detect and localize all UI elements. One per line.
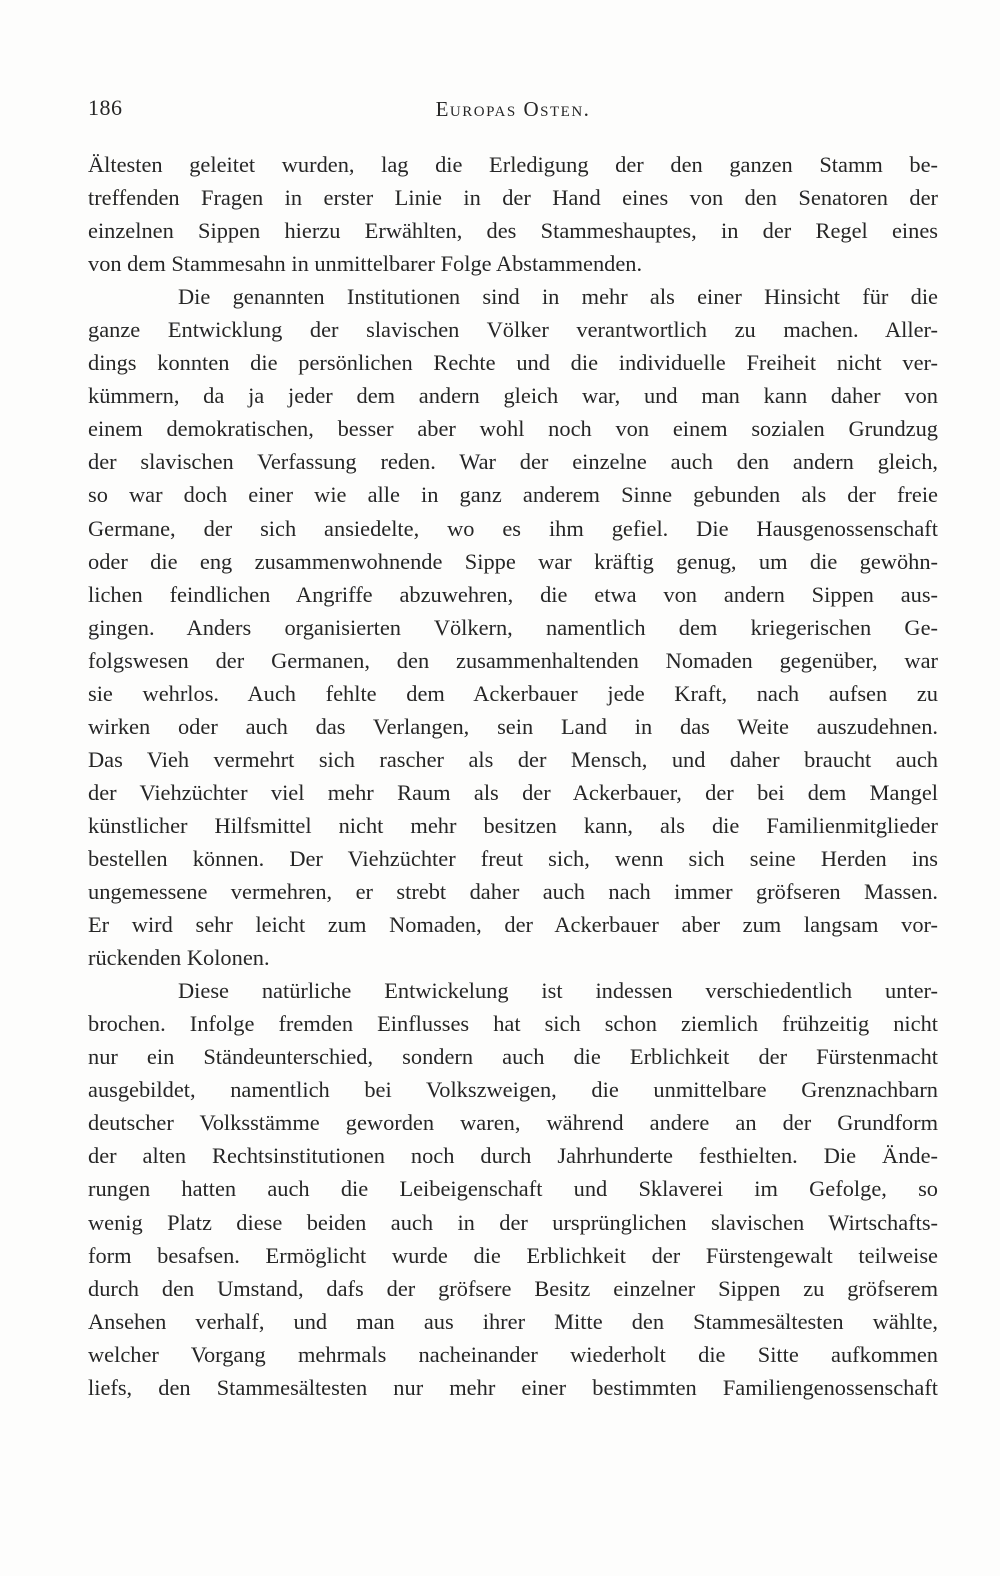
text-line: Das Vieh vermehrt sich rascher als der Mensch, und daher braucht auch bbox=[88, 746, 938, 772]
text-line: folgswesen der Germanen, den zusammenhaltenden Nomaden gegenüber, war bbox=[88, 647, 938, 673]
text-line: ganze Entwicklung der slavischen Völker verantwortlich zu machen. Aller- bbox=[88, 317, 938, 343]
text-line: Die genannten Institutionen sind in mehr als einer Hinsicht für die bbox=[178, 284, 938, 310]
text-line: deutscher Volksstämme geworden waren, während andere an der Grundform bbox=[88, 1110, 938, 1136]
page-header bbox=[88, 95, 938, 129]
text-line: Ältesten geleitet wurden, lag die Erledigung der den ganzen Stamm be- bbox=[88, 152, 938, 177]
text-line: dings konnten die persönlichen Rechte und die individuelle Freiheit nicht ver- bbox=[88, 350, 938, 376]
text-line: lichen feindlichen Angriffe abzuwehren, die etwa von andern Sippen aus- bbox=[88, 581, 938, 607]
text-line: ungemessene vermehren, er strebt daher auch nach immer gröfseren Massen. bbox=[88, 879, 938, 905]
text-line: sie wehrlos. Auch fehlte dem Ackerbauer jede Kraft, nach aufsen zu bbox=[88, 680, 938, 706]
text-line: Er wird sehr leicht zum Nomaden, der Ackerbauer aber zum langsam vor- bbox=[88, 912, 938, 938]
text-line: Ansehen verhalf, und man aus ihrer Mitte den Stammesältesten wählte, bbox=[88, 1308, 938, 1334]
text-line: rungen hatten auch die Leibeigenschaft und Sklaverei im Gefolge, so bbox=[88, 1176, 938, 1202]
running-head: Europas Osten. bbox=[435, 97, 591, 121]
text-line: künstlicher Hilfsmittel nicht mehr besitzen kann, als die Familienmitglieder bbox=[88, 812, 938, 838]
text-line: rückenden Kolonen. bbox=[88, 945, 270, 971]
text-line: einem demokratischen, besser aber wohl noch von einem sozialen Grundzug bbox=[88, 416, 938, 442]
text-line: so war doch einer wie alle in ganz anderem Sinne gebunden als der freie bbox=[88, 482, 938, 508]
page-number: 186 bbox=[88, 95, 123, 120]
text-line: durch den Umstand, dafs der gröfsere Besitz einzelner Sippen zu gröfserem bbox=[88, 1275, 938, 1301]
text-line: Germane, der sich ansiedelte, wo es ihm gefiel. Die Hausgenossenschaft bbox=[88, 515, 938, 541]
text-line: der slavischen Verfassung reden. War der einzelne auch den andern gleich, bbox=[88, 449, 938, 475]
body-text bbox=[88, 148, 938, 1404]
text-line: von dem Stammesahn in unmittelbarer Folge Abstammenden. bbox=[88, 251, 643, 277]
text-line: der Viehzüchter viel mehr Raum als der Ackerbauer, der bei dem Mangel bbox=[88, 779, 938, 805]
text-line: nur ein Ständeunterschied, sondern auch die Erblichkeit der Fürstenmacht bbox=[88, 1044, 938, 1070]
text-line: welcher Vorgang mehrmals nacheinander wiederholt die Sitte aufkommen bbox=[88, 1341, 938, 1367]
text-line: treffenden Fragen in erster Linie in der Hand eines von den Senatoren der bbox=[88, 185, 938, 211]
text-line: brochen. Infolge fremden Einflusses hat sich schon ziemlich frühzeitig nicht bbox=[88, 1011, 938, 1037]
text-line: form besafsen. Ermöglicht wurde die Erblichkeit der Fürstengewalt teilweise bbox=[88, 1242, 938, 1268]
text-line: wirken oder auch das Verlangen, sein Land in das Weite auszudehnen. bbox=[88, 713, 938, 739]
text-line: einzelnen Sippen hierzu Erwählten, des Stammeshauptes, in der Regel eines bbox=[88, 218, 938, 244]
text-line: kümmern, da ja jeder dem andern gleich war, und man kann daher von bbox=[88, 383, 938, 409]
text-line: oder die eng zusammenwohnende Sippe war kräftig genug, um die gewöhn- bbox=[88, 548, 938, 574]
text-line: wenig Platz diese beiden auch in der ursprünglichen slavischen Wirtschafts- bbox=[88, 1209, 938, 1235]
text-line: der alten Rechtsinstitutionen noch durch Jahrhunderte festhielten. Die Ände- bbox=[88, 1143, 938, 1169]
text-line: gingen. Anders organisierten Völkern, namentlich dem kriegerischen Ge- bbox=[88, 614, 938, 640]
text-line: ausgebildet, namentlich bei Volkszweigen, die unmittelbare Grenznachbarn bbox=[88, 1077, 938, 1103]
text-line: liefs, den Stammesältesten nur mehr einer bestimmten Familiengenossenschaft bbox=[88, 1374, 938, 1400]
text-line: bestellen können. Der Viehzüchter freut sich, wenn sich seine Herden ins bbox=[88, 845, 938, 871]
text-line: Diese natürliche Entwickelung ist indessen verschiedentlich unter- bbox=[178, 978, 938, 1004]
